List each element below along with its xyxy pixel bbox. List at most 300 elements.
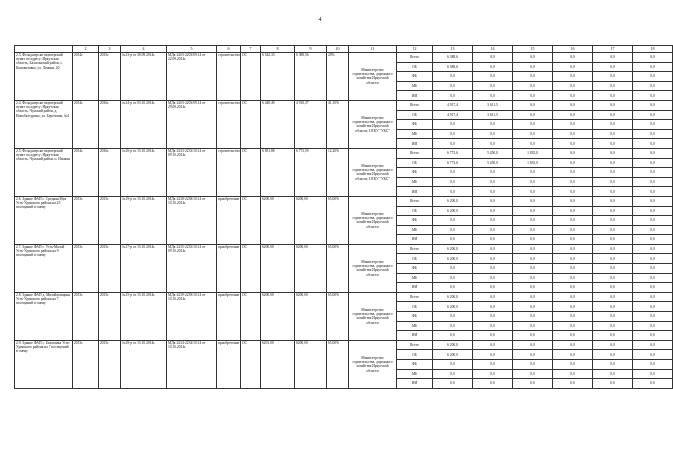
- page-number: 4: [318, 17, 322, 23]
- value-cell: 0,0: [633, 91, 673, 101]
- value-cell: 0,0: [593, 62, 633, 72]
- source-cell: ФБ: [397, 168, 433, 178]
- percent-cell: 12,20%: [327, 148, 349, 196]
- start-year-cell: 2015г.: [73, 292, 99, 340]
- value-cell: 0,0: [513, 139, 553, 149]
- header-cell: 12: [397, 46, 433, 53]
- type-cell: приобретение: [217, 244, 241, 292]
- value-cell: 0,0: [593, 216, 633, 226]
- value-cell: 0,0: [553, 53, 593, 63]
- value-cell: 0,0: [473, 292, 513, 302]
- value-cell: 0,0: [473, 62, 513, 72]
- value-cell: 0,0: [473, 321, 513, 331]
- contract-cell: МДк-2234-2234/10.14 от 10.10.2014г.: [167, 340, 217, 388]
- table-row: [15, 340, 673, 350]
- source-cell: ОБ: [397, 350, 433, 360]
- value-cell: 0,0: [553, 139, 593, 149]
- value-cell: 0,0: [633, 331, 673, 341]
- ministry-cell: Министерство строительства, дорожного хозяйства Иркутской области: [349, 244, 397, 292]
- header-cell: 9: [295, 46, 327, 53]
- type-cell: приобретение: [217, 196, 241, 244]
- source-cell: ИИ: [397, 283, 433, 293]
- value-cell: 0,0: [593, 100, 633, 110]
- header-cell: 17: [593, 46, 633, 53]
- value-cell: 1 835,0: [513, 148, 553, 158]
- value-cell: 0,0: [473, 244, 513, 254]
- value-cell: 0,0: [593, 196, 633, 206]
- cost-cell: 6200,00: [261, 196, 295, 244]
- ministry-cell: Министерство строительства, дорожного хозяйства Иркутской области, ОГКУ "УКС": [349, 148, 397, 196]
- value-cell: 0,0: [513, 235, 553, 245]
- contract-cell: МДк-2203-2203/09.14 от 29.09.2014г.: [167, 100, 217, 148]
- value-cell: 0,0: [473, 177, 513, 187]
- object-name-cell: 2.3. Фельдшерско-акушерский пункт по адресу: Иркутская область, Балаганский район, с. Коноваловка, ул. Ленина, 20: [15, 53, 73, 101]
- program-table: [14, 45, 673, 389]
- table-row: [15, 244, 673, 254]
- cost-cell: 6201,00: [261, 340, 295, 388]
- amount-cell: 6200,00: [295, 196, 327, 244]
- source-cell: ИИ: [397, 331, 433, 341]
- object-name-cell: 2.7. Здание ФАП с. Усть-Малой Усть-Удинского района на 9 посещений в смену: [15, 244, 73, 292]
- value-cell: 6 200,0: [433, 302, 473, 312]
- value-cell: 0,0: [553, 216, 593, 226]
- value-cell: 0,0: [593, 321, 633, 331]
- value-cell: 0,0: [513, 110, 553, 120]
- value-cell: 0,0: [513, 283, 553, 293]
- value-cell: 0,0: [633, 158, 673, 168]
- value-cell: 0,0: [513, 72, 553, 82]
- value-cell: 0,0: [633, 379, 673, 389]
- value-cell: 0,0: [593, 139, 633, 149]
- start-year-cell: 2014г.: [73, 148, 99, 196]
- value-cell: 0,0: [473, 369, 513, 379]
- value-cell: 0,0: [633, 225, 673, 235]
- value-cell: 0,0: [593, 283, 633, 293]
- value-cell: 0,0: [433, 120, 473, 130]
- source-cell: МБ: [397, 321, 433, 331]
- value-cell: 0,0: [633, 235, 673, 245]
- value-cell: 0,0: [633, 312, 673, 322]
- value-cell: 0,0: [593, 312, 633, 322]
- value-cell: 0,0: [633, 321, 673, 331]
- value-cell: 0,0: [433, 187, 473, 197]
- amount-cell: 4 910,37: [295, 100, 327, 148]
- value-cell: 0,0: [473, 129, 513, 139]
- value-cell: 0,0: [553, 321, 593, 331]
- value-cell: 0,0: [433, 331, 473, 341]
- value-cell: 0,0: [433, 91, 473, 101]
- value-cell: 0,0: [593, 129, 633, 139]
- start-year-cell: 2014г.: [73, 100, 99, 148]
- value-cell: 0,0: [513, 129, 553, 139]
- amount-cell: 6 773,59: [295, 148, 327, 196]
- value-cell: 0,0: [473, 360, 513, 370]
- value-cell: 0,0: [433, 360, 473, 370]
- source-cell: ИИ: [397, 139, 433, 149]
- value-cell: 0,0: [513, 244, 553, 254]
- value-cell: 6 200,0: [433, 206, 473, 216]
- contract-cell: МДк-2235-2235/10.14 от 09.10.2014г.: [167, 244, 217, 292]
- value-cell: 0,0: [593, 91, 633, 101]
- ownership-cell: ОС: [241, 100, 261, 148]
- value-cell: 0,0: [473, 91, 513, 101]
- header-cell: 5: [167, 46, 217, 53]
- object-name-cell: 2.8. Здание ФАП д. Михайловщина Усть-Удинского района на 7 посещений в смену: [15, 292, 73, 340]
- value-cell: 0,0: [633, 254, 673, 264]
- value-cell: 0,0: [433, 283, 473, 293]
- cost-cell: 6 851,88: [261, 148, 295, 196]
- value-cell: 0,0: [513, 53, 553, 63]
- table-row: [15, 148, 673, 158]
- value-cell: 3 611,5: [473, 110, 513, 120]
- header-cell: 18: [633, 46, 673, 53]
- source-cell: ОБ: [397, 110, 433, 120]
- start-year-cell: 2015г.: [73, 196, 99, 244]
- value-cell: 0,0: [553, 91, 593, 101]
- value-cell: 0,0: [433, 312, 473, 322]
- value-cell: 0,0: [433, 369, 473, 379]
- value-cell: 0,0: [473, 168, 513, 178]
- value-cell: 0,0: [553, 168, 593, 178]
- value-cell: 0,0: [593, 340, 633, 350]
- cost-cell: 6200,00: [261, 244, 295, 292]
- value-cell: 0,0: [473, 312, 513, 322]
- value-cell: 5 450,0: [473, 158, 513, 168]
- value-cell: 0,0: [473, 379, 513, 389]
- value-cell: 0,0: [553, 379, 593, 389]
- ministry-cell: Министерство строительства, дорожного хозяйства Иркутской области, ОГКУ "УКС": [349, 100, 397, 148]
- value-cell: 0,0: [553, 110, 593, 120]
- value-cell: 0,0: [513, 120, 553, 130]
- value-cell: 6 773,6: [433, 158, 473, 168]
- end-year-cell: 2015г.: [99, 244, 121, 292]
- value-cell: 0,0: [633, 369, 673, 379]
- value-cell: 0,0: [553, 254, 593, 264]
- value-cell: 0,0: [473, 273, 513, 283]
- value-cell: 0,0: [633, 177, 673, 187]
- source-cell: МБ: [397, 273, 433, 283]
- table-body: [15, 53, 673, 389]
- value-cell: 0,0: [513, 321, 553, 331]
- cost-cell: 6200,00: [261, 292, 295, 340]
- value-cell: 0,0: [433, 129, 473, 139]
- value-cell: 0,0: [553, 62, 593, 72]
- value-cell: 0,0: [433, 177, 473, 187]
- value-cell: 6 200,0: [433, 350, 473, 360]
- value-cell: 0,0: [593, 254, 633, 264]
- table-row: [15, 196, 673, 206]
- value-cell: 0,0: [593, 148, 633, 158]
- value-cell: 0,0: [593, 81, 633, 91]
- end-year-cell: 2015г.: [99, 292, 121, 340]
- object-name-cell: 2.6. Здание ФАП с. Средняя Муя Усть-Удинского района на 25 посещений в смену: [15, 196, 73, 244]
- value-cell: 0,0: [473, 350, 513, 360]
- source-cell: ФБ: [397, 216, 433, 226]
- value-cell: 0,0: [513, 264, 553, 274]
- header-cell: 2: [73, 46, 99, 53]
- value-cell: 0,0: [553, 283, 593, 293]
- start-year-cell: 2015г.: [73, 244, 99, 292]
- ministry-cell: Министерство строительства, дорожного хозяйства Иркутской области: [349, 340, 397, 388]
- source-cell: ИИ: [397, 235, 433, 245]
- value-cell: 0,0: [513, 206, 553, 216]
- source-cell: Всего: [397, 340, 433, 350]
- value-cell: 0,0: [473, 283, 513, 293]
- value-cell: 0,0: [473, 139, 513, 149]
- value-cell: 6 200,0: [433, 292, 473, 302]
- value-cell: 0,0: [593, 235, 633, 245]
- value-cell: 0,0: [513, 225, 553, 235]
- value-cell: 0,0: [513, 340, 553, 350]
- value-cell: 0,0: [633, 129, 673, 139]
- value-cell: 0,0: [553, 100, 593, 110]
- value-cell: 0,0: [433, 235, 473, 245]
- ownership-cell: ОС: [241, 292, 261, 340]
- value-cell: 6 200,0: [433, 254, 473, 264]
- source-cell: МБ: [397, 225, 433, 235]
- source-cell: ИИ: [397, 187, 433, 197]
- value-cell: 0,0: [553, 244, 593, 254]
- type-cell: приобретение: [217, 292, 241, 340]
- value-cell: 0,0: [553, 206, 593, 216]
- value-cell: 0,0: [633, 360, 673, 370]
- value-cell: 0,0: [593, 225, 633, 235]
- value-cell: 0,0: [473, 225, 513, 235]
- source-cell: Всего: [397, 196, 433, 206]
- value-cell: 4 917,4: [433, 100, 473, 110]
- value-cell: 0,0: [593, 177, 633, 187]
- end-year-cell: 2015г.: [99, 196, 121, 244]
- value-cell: 0,0: [433, 273, 473, 283]
- source-cell: Всего: [397, 292, 433, 302]
- value-cell: 0,0: [633, 264, 673, 274]
- value-cell: 0,0: [633, 216, 673, 226]
- value-cell: 5 450,0: [473, 148, 513, 158]
- value-cell: 0,0: [473, 53, 513, 63]
- value-cell: 0,0: [513, 254, 553, 264]
- value-cell: 0,0: [593, 110, 633, 120]
- value-cell: 0,0: [553, 72, 593, 82]
- value-cell: 0,0: [593, 302, 633, 312]
- percent-cell: 65,00%: [327, 196, 349, 244]
- type-cell: строительство: [217, 148, 241, 196]
- contract-cell: МДк-2233-2233/10.14 от 09.10.2014г.: [167, 148, 217, 196]
- value-cell: 0,0: [553, 292, 593, 302]
- value-cell: 0,0: [633, 302, 673, 312]
- end-year-cell: 2016г.: [99, 148, 121, 196]
- source-cell: Всего: [397, 53, 433, 63]
- value-cell: 0,0: [593, 369, 633, 379]
- header-cell: 8: [261, 46, 295, 53]
- value-cell: 0,0: [553, 158, 593, 168]
- header-cell: 10: [327, 46, 349, 53]
- table-row: [15, 53, 673, 63]
- table-row: [15, 292, 673, 302]
- value-cell: 6 773,6: [433, 148, 473, 158]
- value-cell: 3 611,5: [473, 100, 513, 110]
- header-cell: 11: [349, 46, 397, 53]
- order-cell: №13-р от 30.09.2014г.: [121, 53, 167, 101]
- value-cell: 6 200,0: [433, 340, 473, 350]
- value-cell: 0,0: [513, 177, 553, 187]
- order-cell: №17-р от 15.10.2014г.: [121, 244, 167, 292]
- value-cell: 0,0: [473, 72, 513, 82]
- value-cell: 0,0: [473, 81, 513, 91]
- header-cell: 3: [99, 46, 121, 53]
- value-cell: 0,0: [633, 350, 673, 360]
- type-cell: строительство: [217, 53, 241, 101]
- value-cell: 1 835,0: [513, 158, 553, 168]
- value-cell: 0,0: [633, 148, 673, 158]
- amount-cell: 6200,00: [295, 292, 327, 340]
- source-cell: Всего: [397, 100, 433, 110]
- value-cell: 0,0: [633, 196, 673, 206]
- value-cell: 0,0: [633, 206, 673, 216]
- order-cell: №15-р от 15.10.2014г.: [121, 292, 167, 340]
- value-cell: 0,0: [553, 369, 593, 379]
- value-cell: 0,0: [593, 158, 633, 168]
- order-cell: №16-р от 15.10.2014г.: [121, 148, 167, 196]
- source-cell: Всего: [397, 244, 433, 254]
- value-cell: 6 388,6: [433, 62, 473, 72]
- contract-cell: МДк-2203-2203/09.14 от 22.09.2014г.: [167, 53, 217, 101]
- value-cell: 0,0: [593, 120, 633, 130]
- order-cell: №14-р от 03.10.2014г.: [121, 100, 167, 148]
- value-cell: 0,0: [433, 168, 473, 178]
- value-cell: 0,0: [473, 206, 513, 216]
- value-cell: 0,0: [513, 360, 553, 370]
- source-cell: МБ: [397, 129, 433, 139]
- value-cell: 0,0: [633, 283, 673, 293]
- ownership-cell: ОС: [241, 53, 261, 101]
- header-cell: 4: [121, 46, 167, 53]
- value-cell: 0,0: [473, 302, 513, 312]
- value-cell: 0,0: [433, 379, 473, 389]
- cost-cell: 6 542,33: [261, 53, 295, 101]
- source-cell: ФБ: [397, 72, 433, 82]
- header-cell: 6: [217, 46, 241, 53]
- value-cell: 0,0: [553, 312, 593, 322]
- value-cell: 0,0: [513, 312, 553, 322]
- value-cell: 0,0: [473, 235, 513, 245]
- source-cell: ОБ: [397, 62, 433, 72]
- value-cell: 0,0: [513, 292, 553, 302]
- value-cell: 0,0: [513, 81, 553, 91]
- value-cell: 0,0: [473, 187, 513, 197]
- value-cell: 0,0: [633, 168, 673, 178]
- object-name-cell: 2.5. Фельдшерско-акушерский пункт по адресу: Иркутская область, Чунский район, п. Изыкан: [15, 148, 73, 196]
- order-cell: №18-р от 15.10.2014г.: [121, 340, 167, 388]
- value-cell: 0,0: [553, 196, 593, 206]
- value-cell: 0,0: [553, 360, 593, 370]
- percent-cell: 65,00%: [327, 340, 349, 388]
- percent-cell: 41,10%: [327, 100, 349, 148]
- value-cell: 0,0: [593, 206, 633, 216]
- header-cell: 13: [433, 46, 473, 53]
- start-year-cell: 2014г.: [73, 53, 99, 101]
- value-cell: 0,0: [513, 91, 553, 101]
- value-cell: 0,0: [553, 120, 593, 130]
- value-cell: 0,0: [553, 273, 593, 283]
- value-cell: 0,0: [513, 62, 553, 72]
- value-cell: 0,0: [633, 53, 673, 63]
- amount-cell: 6 388,56: [295, 53, 327, 101]
- value-cell: 0,0: [433, 264, 473, 274]
- source-cell: ИИ: [397, 379, 433, 389]
- value-cell: 0,0: [593, 244, 633, 254]
- value-cell: 0,0: [513, 100, 553, 110]
- type-cell: строительство: [217, 100, 241, 148]
- source-cell: ФБ: [397, 360, 433, 370]
- value-cell: 0,0: [633, 244, 673, 254]
- value-cell: 0,0: [513, 273, 553, 283]
- object-name-cell: 2.9. Здание ФАП с. Балаганка Усть-Удинского района на 7 посещений в смену: [15, 340, 73, 388]
- value-cell: 0,0: [433, 225, 473, 235]
- value-cell: 0,0: [633, 120, 673, 130]
- value-cell: 0,0: [593, 187, 633, 197]
- ministry-cell: Министерство строительства, дорожного хозяйства Иркутской области: [349, 196, 397, 244]
- value-cell: 0,0: [513, 331, 553, 341]
- value-cell: 0,0: [633, 292, 673, 302]
- value-cell: 0,0: [633, 72, 673, 82]
- ministry-cell: Министерство строительства, дорожного хозяйства Иркутской области: [349, 53, 397, 101]
- value-cell: 0,0: [553, 225, 593, 235]
- value-cell: 0,0: [433, 321, 473, 331]
- value-cell: 6 388,6: [433, 53, 473, 63]
- header-cell: 15: [513, 46, 553, 53]
- value-cell: 0,0: [473, 331, 513, 341]
- source-cell: ФБ: [397, 312, 433, 322]
- value-cell: 6 200,0: [433, 196, 473, 206]
- table-row: [15, 100, 673, 110]
- value-cell: 0,0: [593, 273, 633, 283]
- value-cell: 0,0: [553, 264, 593, 274]
- ownership-cell: ОС: [241, 244, 261, 292]
- source-cell: ОБ: [397, 302, 433, 312]
- end-year-cell: 2016г.: [99, 100, 121, 148]
- source-cell: ФБ: [397, 264, 433, 274]
- value-cell: 0,0: [633, 273, 673, 283]
- value-cell: 0,0: [553, 129, 593, 139]
- source-cell: ОБ: [397, 206, 433, 216]
- source-cell: МБ: [397, 177, 433, 187]
- amount-cell: 6200,00: [295, 244, 327, 292]
- source-cell: МБ: [397, 81, 433, 91]
- value-cell: 0,0: [473, 216, 513, 226]
- value-cell: 0,0: [593, 72, 633, 82]
- value-cell: 0,0: [593, 53, 633, 63]
- ministry-cell: Министерство строительства, дорожного хозяйства Иркутской области: [349, 292, 397, 340]
- value-cell: 0,0: [633, 62, 673, 72]
- value-cell: 0,0: [633, 110, 673, 120]
- header-cell: 7: [241, 46, 261, 53]
- value-cell: 0,0: [553, 177, 593, 187]
- header-row: [15, 46, 673, 53]
- value-cell: 0,0: [553, 331, 593, 341]
- percent-cell: 20%: [327, 53, 349, 101]
- value-cell: 0,0: [513, 302, 553, 312]
- header-cell: 14: [473, 46, 513, 53]
- value-cell: 0,0: [513, 187, 553, 197]
- value-cell: 0,0: [593, 331, 633, 341]
- amount-cell: 6200,00: [295, 340, 327, 388]
- value-cell: 0,0: [473, 120, 513, 130]
- contract-cell: МДк-2239-2239/10.14 от 10.10.2014г.: [167, 292, 217, 340]
- value-cell: 0,0: [433, 216, 473, 226]
- value-cell: 0,0: [513, 379, 553, 389]
- value-cell: 0,0: [633, 340, 673, 350]
- start-year-cell: 2015г.: [73, 340, 99, 388]
